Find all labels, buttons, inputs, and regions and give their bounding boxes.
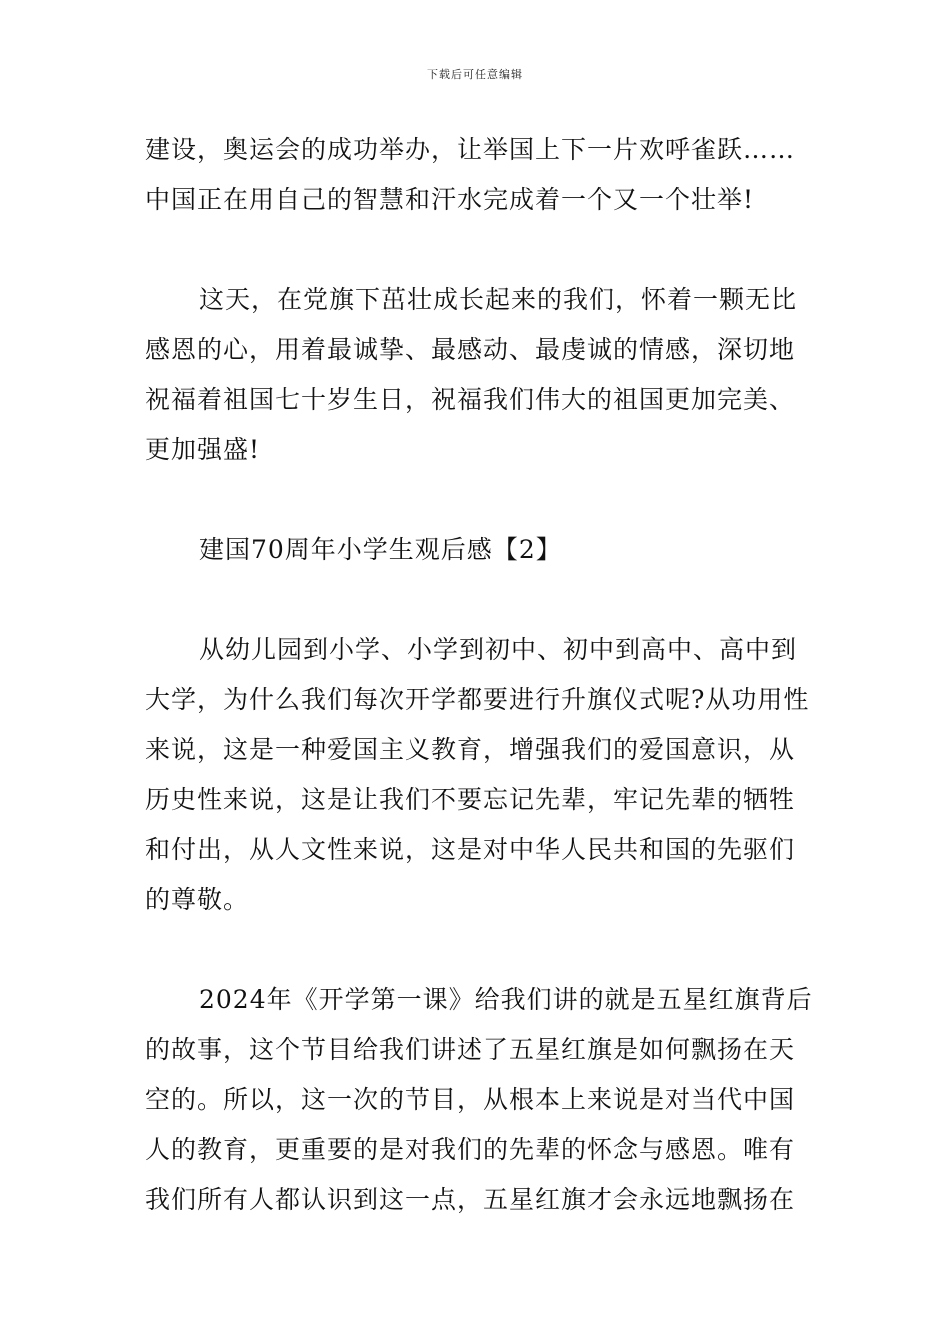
text-line: 2024年《开学第一课》给我们讲的就是五星红旗背后: [199, 985, 813, 1014]
text-line: 祝福着祖国七十岁生日，祝福我们伟大的祖国更加完美、: [145, 385, 796, 414]
text-line: 感恩的心，用着最诚挚、最感动、最虔诚的情感，深切地: [145, 335, 796, 364]
text-line: 从幼儿园到小学、小学到初中、初中到高中、高中到: [199, 635, 798, 664]
paragraph-4: [145, 975, 815, 1225]
text-line: 人的教育，更重要的是对我们的先辈的怀念与感恩。唯有: [145, 1135, 796, 1164]
text-line: 的故事，这个节目给我们讲述了五星红旗是如何飘扬在天: [145, 1035, 796, 1064]
text-line: 建设，奥运会的成功举办，让举国上下一片欢呼雀跃……: [145, 135, 796, 164]
paragraph-1: [145, 125, 815, 225]
text-line: 历史性来说，这是让我们不要忘记先辈，牢记先辈的牺牲: [145, 785, 796, 814]
document-body: [145, 125, 815, 1275]
heading-line: 建国70周年小学生观后感【2】: [199, 535, 562, 564]
text-line: 我们所有人都认识到这一点，五星红旗才会永远地飘扬在: [145, 1185, 796, 1214]
paragraph-2: [145, 275, 815, 475]
text-line: 空的。所以，这一次的节目，从根本上来说是对当代中国: [145, 1085, 796, 1114]
text-line: 中国正在用自己的智慧和汗水完成着一个又一个壮举!: [145, 185, 755, 214]
header-note: 下载后可任意编辑: [427, 68, 523, 81]
text-line: 来说，这是一种爱国主义教育，增强我们的爱国意识，从: [145, 735, 796, 764]
paragraph-3: [145, 625, 815, 925]
text-line: 大学，为什么我们每次开学都要进行升旗仪式呢?从功用性: [145, 685, 810, 714]
text-line: 这天，在党旗下茁壮成长起来的我们，怀着一颗无比: [199, 285, 798, 314]
text-line: 的尊敬。: [145, 885, 250, 914]
section-heading: [145, 525, 815, 575]
text-line: 更加强盛!: [145, 435, 261, 464]
text-line: 和付出，从人文性来说，这是对中华人民共和国的先驱们: [145, 835, 796, 864]
